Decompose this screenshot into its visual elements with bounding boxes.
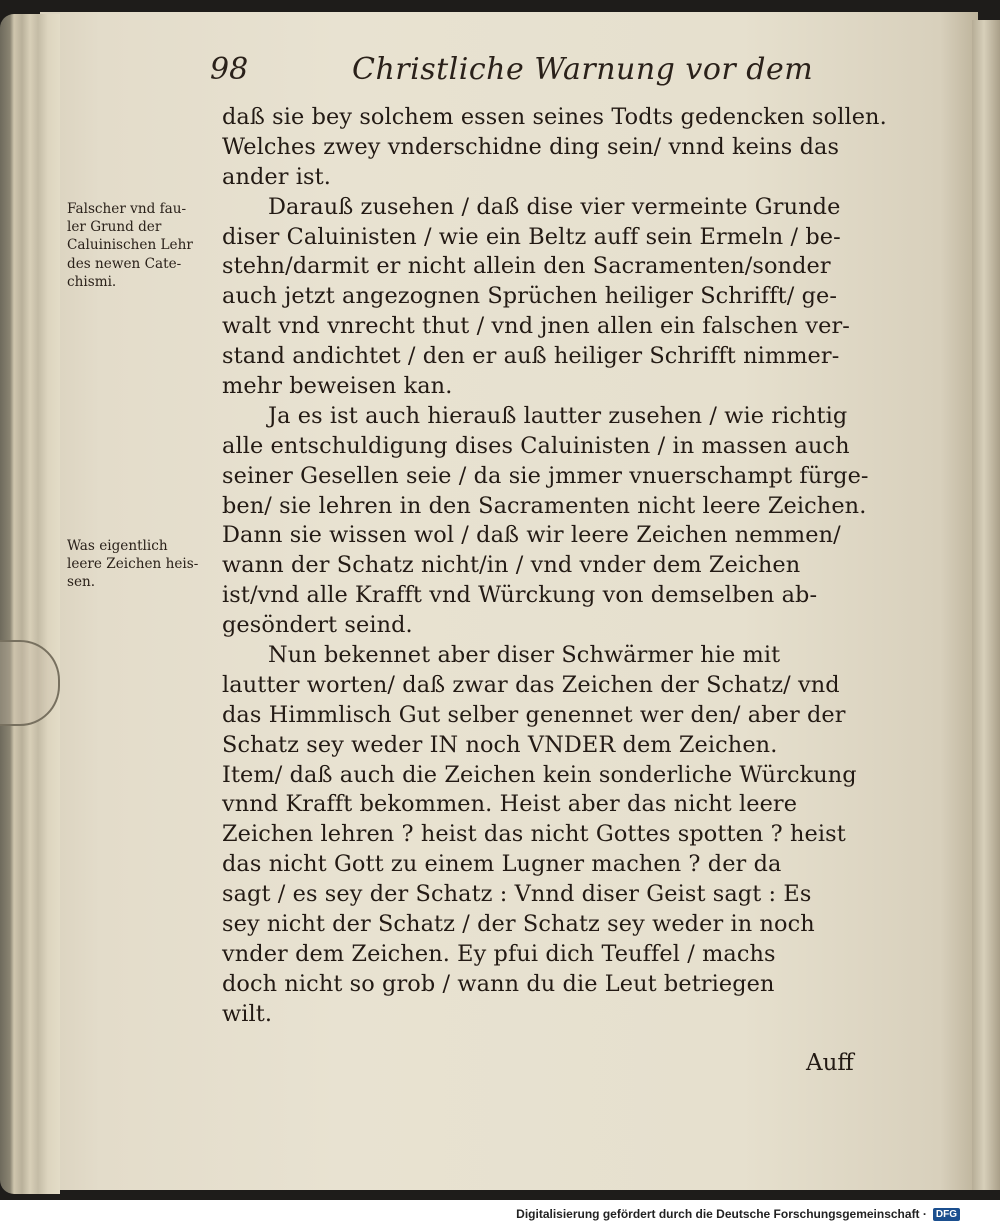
text-line: wann der Schatz nicht/in / vnd vnder dem Zeichen	[222, 552, 801, 579]
text-line: sey nicht der Schatz / der Schatz sey weder in noch	[222, 911, 815, 938]
text-line: das Himmlisch Gut selber genennet wer den/ aber der	[222, 701, 846, 728]
page-number: 98	[210, 52, 249, 87]
margin-note-line: leere Zeichen heis-	[67, 556, 199, 573]
main-text-block	[222, 103, 887, 1030]
text-line: walt vnd vnrecht thut / vnd jnen allen ein falschen ver-	[222, 313, 850, 340]
margin-note-line: des newen Cate-	[67, 255, 182, 272]
text-line: vnnd Krafft bekommen. Heist aber das nicht leere	[222, 791, 798, 818]
text-line: auch jetzt angezognen Sprüchen heiliger Schrifft/ ge-	[222, 283, 838, 310]
text-line: ben/ sie lehren in den Sacramenten nicht leere Zeichen.	[222, 492, 867, 519]
text-line: stand andichtet / den er auß heiliger Schrifft nimmer-	[222, 343, 840, 370]
margin-note-line: Caluinischen Lehr	[67, 237, 193, 254]
credit-text: Digitalisierung gefördert durch die Deutsche Forschungsgemeinschaft ·	[516, 1207, 927, 1221]
text-line: lautter worten/ daß zwar das Zeichen der Schatz/ vnd	[222, 671, 840, 698]
paragraph-start-line: Darauß zusehen / daß dise vier vermeinte Grunde	[268, 193, 841, 220]
text-line: mehr beweisen kan.	[222, 373, 453, 400]
paragraph-start-line: Nun bekennet aber diser Schwärmer hie mit	[268, 642, 781, 669]
text-line: wilt.	[222, 1000, 273, 1027]
text-line: seiner Gesellen seie / da sie jmmer vnuerschampt fürge-	[222, 462, 869, 489]
text-line: ist/vnd alle Krafft vnd Würckung von demselben ab-	[222, 582, 818, 609]
margin-note-line: Falscher vnd fau-	[67, 201, 187, 217]
text-line: Dann sie wissen wol / daß wir leere Zeichen nemmen/	[222, 522, 841, 549]
text-line: Welches zwey vnderschidne ding sein/ vnnd keins das	[222, 133, 840, 160]
dfg-logo: DFG	[933, 1208, 960, 1221]
paragraph-start-line: Ja es ist auch hierauß lautter zusehen / wie richtig	[268, 402, 848, 429]
running-title: Christliche Warnung vor dem	[352, 52, 814, 87]
margin-note-false-ground	[67, 200, 207, 291]
margin-note-line: ler Grund der	[67, 219, 162, 236]
book-gutter-edge	[0, 14, 60, 1194]
text-line: Item/ daß auch die Zeichen kein sonderliche Würckung	[222, 761, 857, 788]
text-line: Schatz sey weder IN noch VNDER dem Zeichen.	[222, 731, 778, 758]
text-line: daß sie bey solchem essen seines Todts gedencken sollen.	[222, 104, 887, 130]
text-line: ander ist.	[222, 163, 331, 190]
book-fore-edge	[972, 20, 1000, 1190]
text-line: alle entschuldigung dises Caluinisten / in massen auch	[222, 432, 850, 459]
text-line: stehn/darmit er nicht allein den Sacramenten/sonder	[222, 253, 831, 280]
margin-note-line: Was eigentlich	[67, 538, 168, 554]
text-line: gesöndert seind.	[222, 612, 413, 639]
margin-note-line: sen.	[67, 574, 96, 591]
margin-note-line: chismi.	[67, 273, 117, 290]
text-line: Zeichen lehren ? heist das nicht Gottes spotten ? heist	[222, 821, 846, 848]
margin-note-empty-signs	[67, 537, 207, 592]
text-line: diser Caluinisten / wie ein Beltz auff sein Ermeln / be-	[222, 223, 841, 250]
text-line: sagt / es sey der Schatz : Vnnd diser Geist sagt : Es	[222, 881, 812, 908]
text-line: das nicht Gott zu einem Lugner machen ? der da	[222, 851, 782, 878]
text-line: vnder dem Zeichen. Ey pfui dich Teuffel / machs	[222, 940, 776, 967]
catchword: Auff	[806, 1050, 854, 1076]
text-line: doch nicht so grob / wann du die Leut betriegen	[222, 970, 775, 997]
digitization-credit	[516, 1205, 960, 1223]
